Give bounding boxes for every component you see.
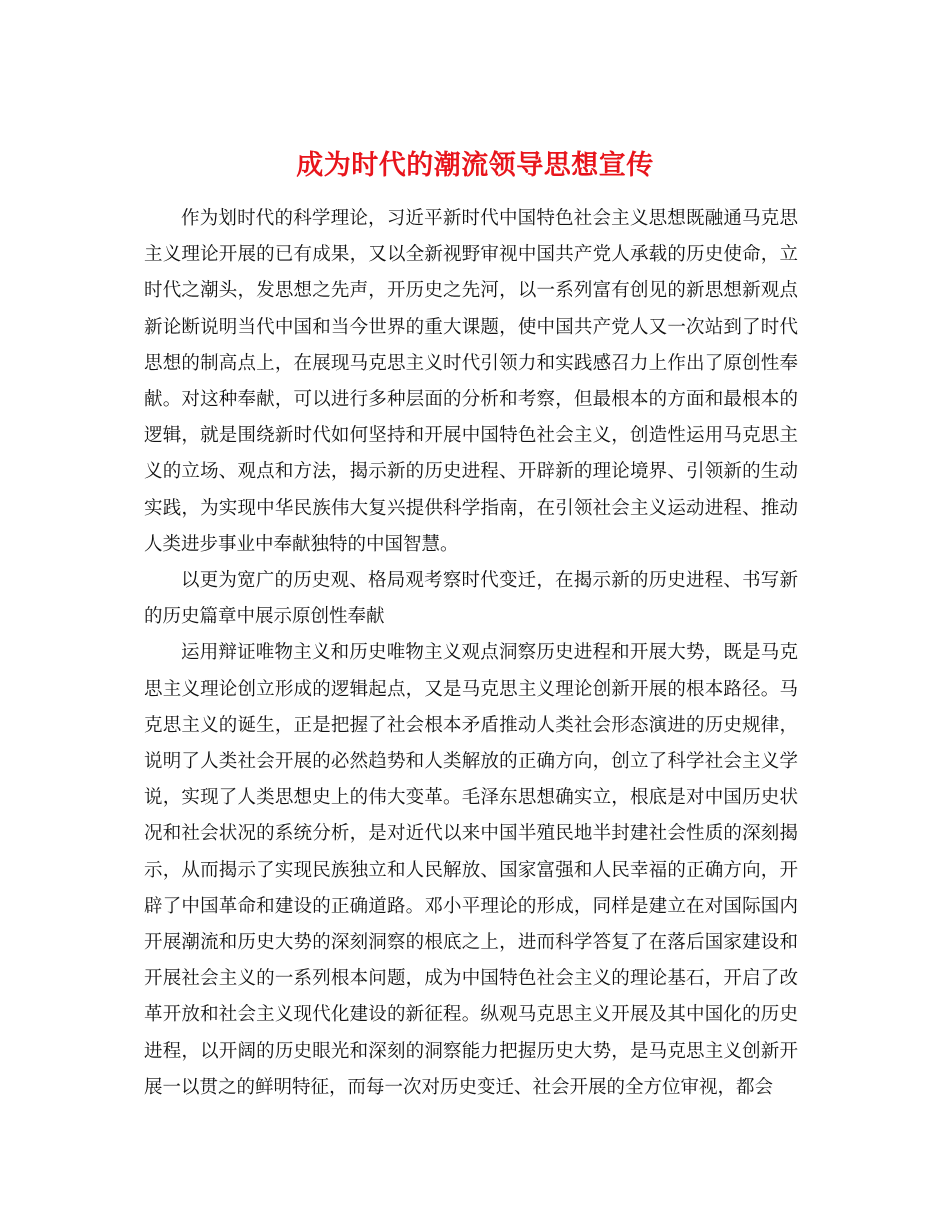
paragraph-3: 运用辩证唯物主义和历史唯物主义观点洞察历史进程和开展大势，既是马克思主义理论创立形成的逻辑起点，又是马克思主义理论创新开展的根本路径。马克思主义的诞生，正是把握了社会根本矛盾推动人类社会形态演进的历史规律，说明了人类社会开展的必然趋势和人类解放的正确方向，创立了科学社会主义学说，实现了人类思想史上的伟大变革。毛泽东思想确实立，根底是对中国历史状况和社会状况的系统分析，是对近代以来中国半殖民地半封建社会性质的深刻揭示，从而揭示了实现民族独立和人民解放、国家富强和人民幸福的正确方向，开辟了中国革命和建设的正确道路。邓小平理论的形成，同样是建立在对国际国内开展潮流和历史大势的深刻洞察的根底之上，进而科学答复了在落后国家建设和开展社会主义的一系列根本问题，成为中国特色社会主义的理论基石，开启了改革开放和社会主义现代化建设的新征程。纵观马克思主义开展及其中国化的历史进程，以开阔的历史眼光和深刻的洞察能力把握历史大势，是马克思主义创新开展一以贯之的鲜明特征，而每一次对历史变迁、社会开展的全方位审视，都会 [144,642,798,1098]
paragraph-1: 作为划时代的科学理论，习近平新时代中国特色社会主义思想既融通马克思主义理论开展的已有成果，又以全新视野审视中国共产党人承载的历史使命，立时代之潮头，发思想之先声，开历史之先河，以一系列富有创见的新思想新观点新论断说明当代中国和当今世界的重大课题，使中国共产党人又一次站到了时代思想的制高点上，在展现马克思主义时代引领力和实践感召力上作出了原创性奉献。对这种奉献，可以进行多种层面的分析和考察，但最根本的方面和最根本的逻辑，就是围绕新时代如何坚持和开展中国特色社会主义，创造性运用马克思主义的立场、观点和方法，揭示新的历史进程、开辟新的理论境界、引领新的生动实践，为实现中华民族伟大复兴提供科学指南，在引领社会主义运动进程、推动人类进步事业中奉献独特的中国智慧。 [144,208,798,555]
paragraph-2: 以更为宽广的历史观、格局观考察时代变迁，在揭示新的历史进程、书写新的历史篇章中展示原创性奉献 [144,570,798,628]
document-body [144,201,798,1106]
document-title: 成为时代的潮流领导思想宣传 [296,150,654,182]
